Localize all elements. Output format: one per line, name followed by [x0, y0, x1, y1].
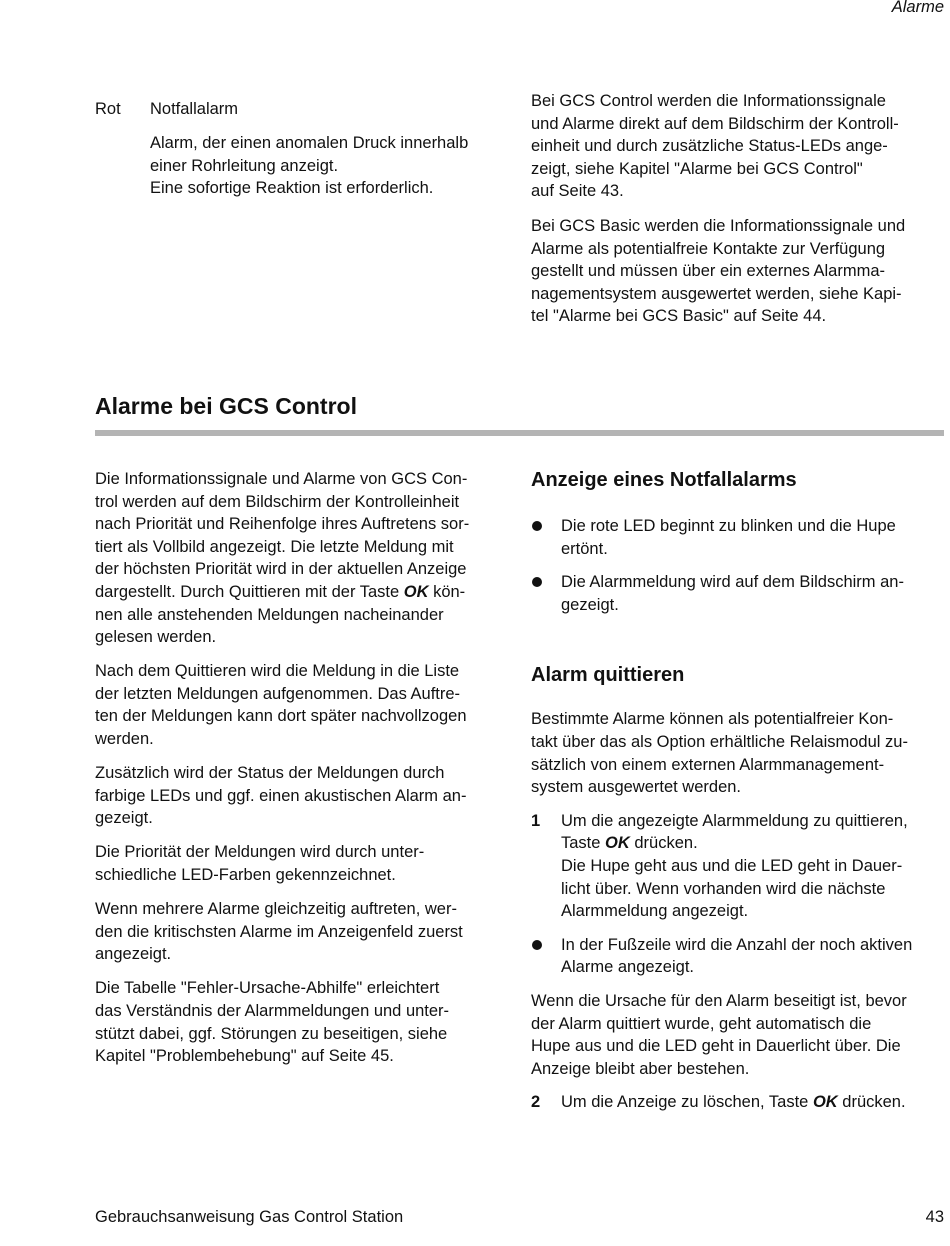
step-text: [561, 810, 945, 923]
text-paragraph: Alarm, der einen anomalen Druck innerhalb einer Rohrleitung anzeigt. Eine sofortige Reaktion ist erforderlich.: [150, 134, 469, 198]
text-paragraph: Nach dem Quittieren wird die Meldung in die Liste der letzten Meldungen aufgenommen. Das Auftre- ten der Meldungen kann dort später nachvollzogen werden.: [95, 662, 467, 749]
right-column: [531, 467, 945, 1114]
bullet-text: Die Alarmmeldung wird auf dem Bildschirm an- gezeigt.: [561, 573, 904, 614]
text-paragraph: Die Priorität der Meldungen wird durch unter- schiedliche LED-Farben gekennzeichnet.: [95, 843, 425, 884]
text-fragment: drücken.: [837, 1093, 906, 1112]
alarm-color-label: Rot: [95, 100, 121, 118]
subsection-heading: Anzeige eines Notfallalarms: [531, 469, 797, 491]
text-fragment: kön-: [428, 582, 466, 601]
alarm-type-description: [150, 132, 520, 200]
bullet-text: Die rote LED beginnt zu blinken und die Hupe ertönt.: [561, 517, 896, 558]
step-text: [561, 1091, 945, 1114]
ok-key-label: OK: [605, 834, 630, 853]
bullet-item: [531, 571, 945, 616]
text-paragraph: Wenn die Ursache für den Alarm beseitigt ist, bevor der Alarm quittiert wurde, geht automatisch die Hupe aus und die LED geht in Dauerlicht über. Die Anzeige bleibt aber bestehen.: [531, 991, 907, 1078]
text-fragment: drücken.: [629, 834, 698, 853]
bullet-dot-icon: [532, 577, 542, 587]
gcs-basic-paragraph: Bei GCS Basic werden die Informationssignale und Alarme als potentialfreie Kontakte zur Verfügung gestellt und müssen über ein externes Alarmma- nagementsystem ausgewertet werden, siehe Kapi- tel "Alarme bei GCS Basic" auf Seite 44.: [531, 216, 906, 326]
section-heading: Alarme bei GCS Control: [95, 393, 357, 419]
step-number: 2: [531, 1093, 541, 1112]
left-column: [95, 468, 509, 1068]
gcs-control-paragraph: Bei GCS Control werden die Informationssignale und Alarme direkt auf dem Bildschirm der Kontroll- einheit und durch zusätzliche Status-LEDs ange- zeigt, siehe Kapitel "Alarme bei GCS Control" auf Seite 43.: [531, 92, 899, 201]
bullet-dot-icon: [532, 521, 542, 531]
step-number: 1: [531, 811, 541, 830]
section-divider: [95, 430, 944, 436]
text-lines: Die Informationssignale und Alarme von GCS Con- trol werden auf dem Bildschirm der Kontrolleinheit nach Priorität und Reihenfolge ihres Auftretens sor- tiert als Vollbild angezeigt. Die letzte Meldung mit der höchsten Priorität wird in der aktuellen Anzeige: [95, 470, 470, 579]
text-fragment: Taste: [561, 834, 606, 853]
alarm-type-title: Notfallalarm: [150, 100, 239, 118]
text-paragraph: Die Tabelle "Fehler-Ursache-Abhilfe" erleichtert das Verständnis der Alarmmeldungen und unter- stützt dabei, ggf. Störungen zu beseitigen, siehe Kapitel "Problembehebung" auf Seite 45.: [95, 979, 450, 1066]
footer-document-title: Gebrauchsanweisung Gas Control Station: [95, 1208, 404, 1226]
text-fragment: Um die Anzeige zu löschen, Taste: [561, 1093, 813, 1112]
intro-right-column: [531, 90, 945, 328]
bullet-dot-icon: [532, 940, 542, 950]
bullet-item: [531, 515, 945, 560]
bullet-text: In der Fußzeile wird die Anzahl der noch aktiven Alarme angezeigt.: [561, 935, 913, 977]
bullet-item: [531, 934, 945, 979]
subsection-heading: Alarm quittieren: [531, 664, 685, 687]
page-number: 43: [925, 1208, 944, 1226]
text-fragment: Um die angezeigte Alarmmeldung zu quittieren,: [561, 811, 908, 830]
text-paragraph: [95, 468, 509, 649]
ok-key-label: OK: [403, 582, 429, 601]
text-paragraph: Bestimmte Alarme können als potentialfreier Kon- takt über das als Option erhältliche Relaismodul zu- sätzlich von einem externen Alarmmanagement- system ausgewertet werden.: [531, 710, 908, 797]
text-lines: nen alle anstehenden Meldungen nacheinander gelesen werden.: [95, 605, 444, 647]
running-header: Alarme: [891, 0, 944, 16]
step-result: Die Hupe geht aus und die LED geht in Dauer- licht über. Wenn vorhanden wird die nächste Alarmmeldung angezeigt.: [561, 856, 903, 921]
ok-key-label: OK: [812, 1093, 838, 1112]
text-paragraph: Zusätzlich wird der Status der Meldungen durch farbige LEDs und ggf. einen akustischen Alarm an- gezeigt.: [95, 764, 467, 828]
text-fragment: dargestellt. Durch Quittieren mit der Taste: [95, 582, 404, 601]
step-item: [531, 1091, 945, 1114]
text-paragraph: Wenn mehrere Alarme gleichzeitig auftreten, wer- den die kritischsten Alarme im Anzeigenfeld zuerst angezeigt.: [95, 900, 463, 964]
step-item: [531, 810, 945, 923]
